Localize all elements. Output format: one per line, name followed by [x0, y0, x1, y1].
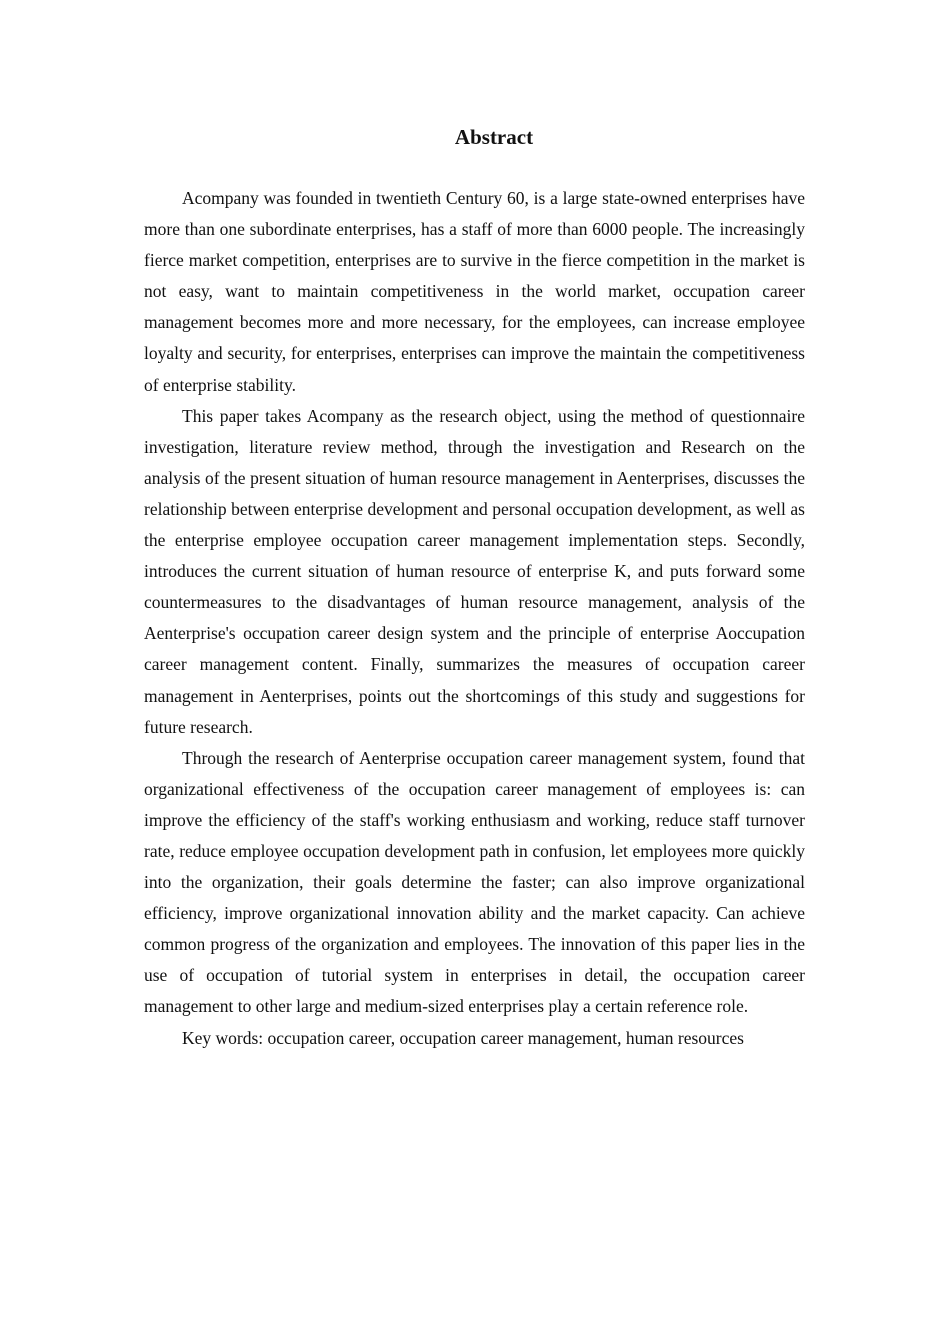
- abstract-paragraph-3: Through the research of Aenterprise occupation career management system, found that organizational effectiveness of the occupation career management of employees is: can improve the efficiency of the staff's working enthusiasm and working, reduce staff turnover rate, reduce employee occupation development path in confusion, let employees more quickly into the organization, their goals determine the faster; can also improve organizational efficiency, improve organizational innovation ability and the market capacity. Can achieve common progress of the organization and employees. The innovation of this paper lies in the use of occupation of tutorial system in enterprises in detail, the occupation career management to other large and medium-sized enterprises play a certain reference role.: [144, 747, 805, 1017]
- abstract-paragraph-1: Acompany was founded in twentieth Century 60, is a large state-owned enterprises have more than one subordinate enterprises, has a staff of more than 6000 people. The increasingly fierce market competition, enterprises are to survive in the fierce competition in the market is not easy, want to maintain competitiveness in the world market, occupation career management becomes more and more necessary, for the employees, can increase employee loyalty and security, for enterprises, enterprises can improve the maintain the competitiveness of enterprise stability.: [144, 188, 805, 395]
- abstract-paragraph-2: This paper takes Acompany as the research object, using the method of questionnaire investigation, literature review method, through the investigation and Research on the analysis of the present situation of human resource management in Aenterprises, discusses the relationship between enterprise development and personal occupation development, as well as the enterprise employee occupation career management implementation steps. Secondly, introduces the current situation of human resource of enterprise K, and puts forward some countermeasures to the disadvantages of human resource management, analysis of the Aenterprise's occupation career design system and the principle of enterprise Aoccupation career management content. Finally, summarizes the measures of occupation career management in Aenterprises, points out the shortcomings of this study and suggestions for future research.: [144, 405, 805, 737]
- abstract-body: [144, 183, 805, 1054]
- keywords-line: Key words: occupation career, occupation career management, human resources: [182, 1027, 744, 1048]
- abstract-title: Abstract: [454, 125, 534, 149]
